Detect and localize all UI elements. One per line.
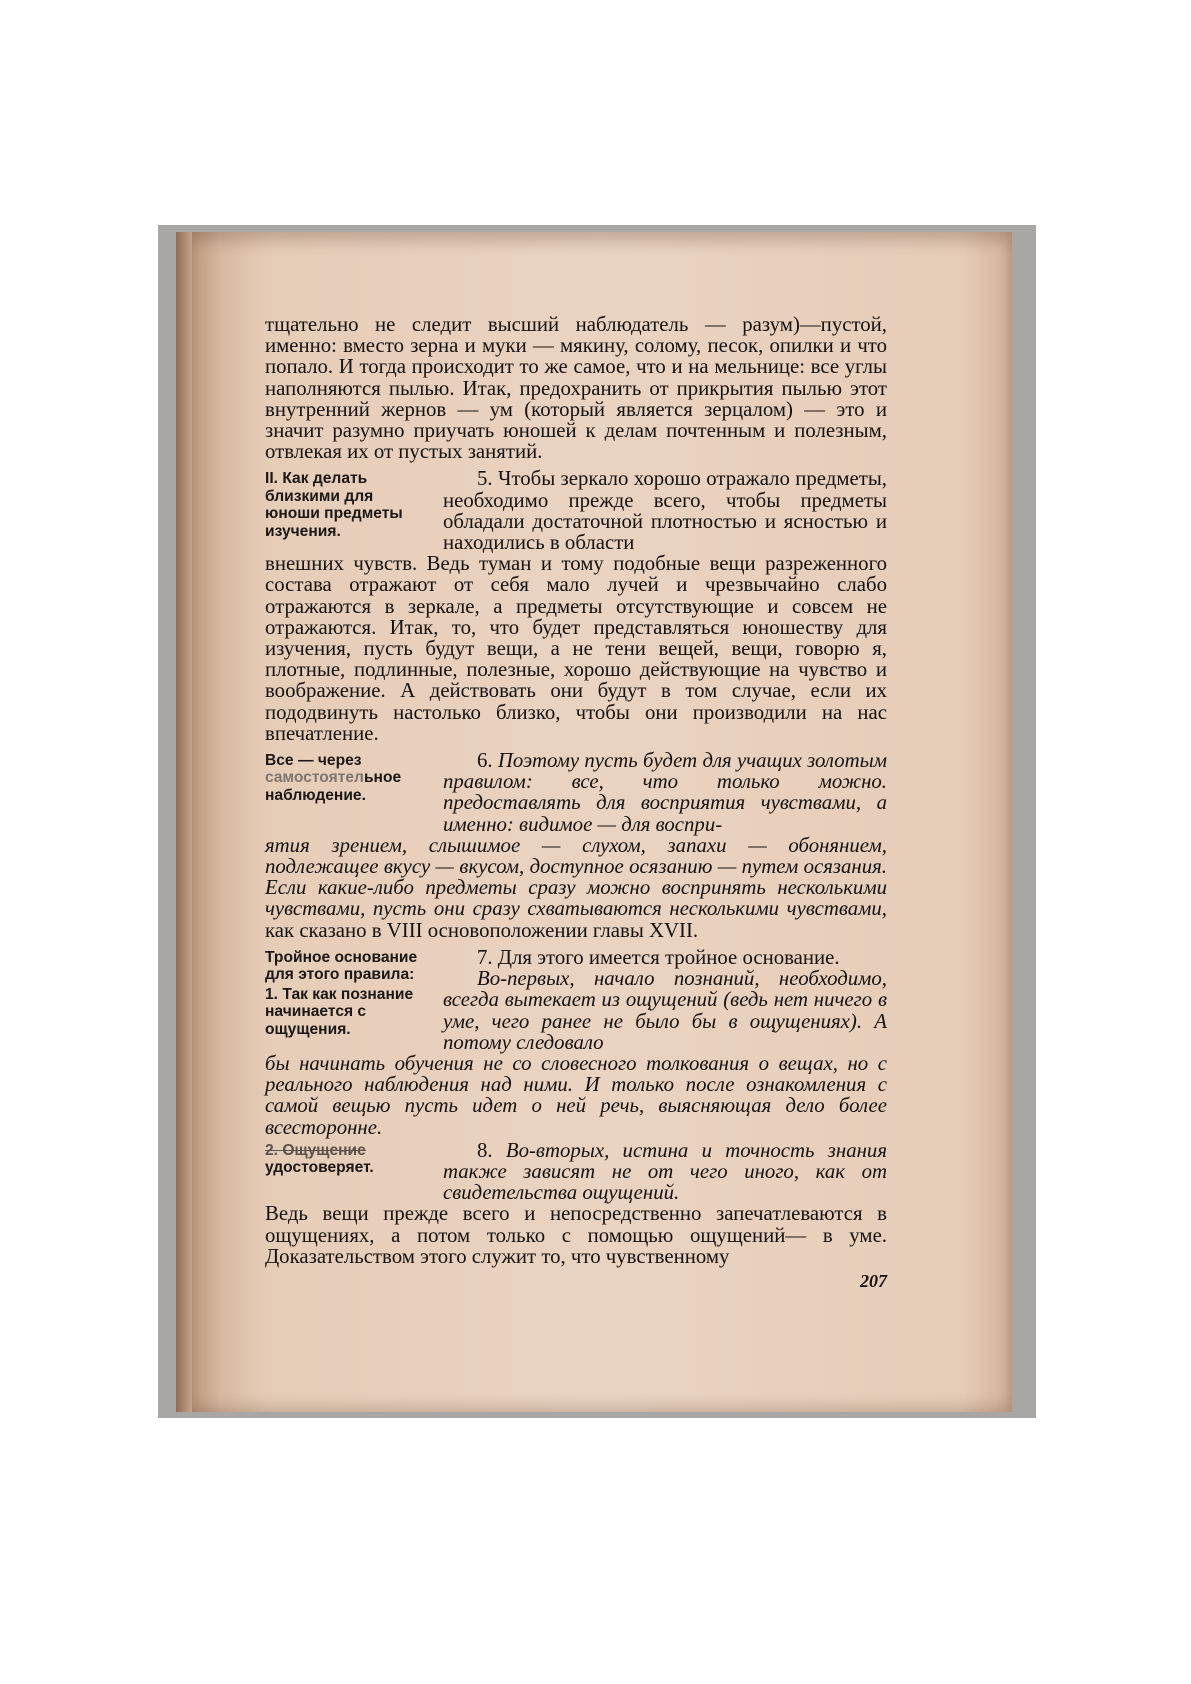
page-number: 207 — [860, 1270, 887, 1291]
section-7-italic: Во-первых, начало познаний, необходимо, всегда вытекает из ощущений (ведь нет ничего в уме, чего ранее не было бы в ощущениях). А потому следовало — [443, 967, 887, 1054]
section-7-lead: 7. Для этого имеется тройное основание. — [477, 945, 840, 969]
margin-note-8: 2. Ощущение удостоверяет. — [265, 1141, 374, 1177]
section-6 — [265, 750, 887, 835]
page-text — [265, 314, 887, 1292]
section-5 — [265, 468, 887, 553]
section-6-body: ятия зрением, слышимое — слухом, запахи — обонянием, подлежащее вкусу — вкусом, доступное осязанию — путем осязания. Если какие-либо предметы сразу можно воспринять несколькими чувствами, пусть они сразу схватываются несколькими чувствами, как сказано в VIII основоположении главы XVII. — [265, 833, 887, 942]
section-8-lead: 8. Во-вторых, истина и точность знания также зависят не от чего иного, как от свидетельства ощущений. — [443, 1138, 887, 1205]
margin-note-5: II. Как делать близкими для юноши предметы изучения. — [265, 470, 403, 540]
section-5-body: внешних чувств. Ведь туман и тому подобные вещи разреженного состава отражают от себя мало лучей и чрезвычайно слабо отражаются в зеркале, а предметы отсутствующие и совсем не отражаются. Итак, то, что будет представляться юношеству для изучения, пусть будут вещи, а не тени вещей, вещи, говорю я, плотные, подлинные, полезные, хорошо действующие на чувство и воображение. А действовать они будут в том случае, если их пододвинуть настолько близко, чтобы они производили на нас впечатление. — [265, 552, 887, 745]
paragraph-continuation: тщательно не следит высший наблюдатель — разум)—пустой, именно: вместо зерна и муки — мякину, солому, песок, опилки и что попало. И тогда происходит то же самое, что и на мельнице: все углы наполняются пылью. Итак, предохранить от прикрытия пылью этот внутренний жернов — ум (который является зерцалом) — это и значит разумно приучать юношей к делам почтенным и полезным, отвлекая их от пустых занятий. — [265, 313, 887, 464]
section-8-body: Ведь вещи прежде всего и непосредственно запечатлеваются в ощущениях, а потом только с помощью ощущений— в уме. Доказательством этого служит то, что чувственному — [265, 1202, 887, 1268]
book-page — [186, 232, 1012, 1412]
section-6-lead: 6. Поэтому пусть будет для учащих золотым правилом: все, что только можно. предоставлять для восприятия чувствами, а именно: видимое — для воспри- — [443, 749, 888, 836]
margin-note-7: Тройное основание для этого правила: 1. Так как познание начинается с ощущения. — [265, 948, 418, 1038]
section-7-body: бы начинать обучения не со словесного толкования о вещах, но с реального наблюдения над ними. И только после ознакомления с самой вещью пусть идет о ней речь, выясняющая дело более всесторонне. — [265, 1051, 887, 1139]
section-5-lead: 5. Чтобы зеркало хорошо отражало предметы, необходимо прежде всего, чтобы предметы обладали достаточной плотностью и ясностью и находились в области — [443, 467, 887, 555]
margin-note-6: Все — через самостоятельное наблюдение. — [265, 752, 402, 804]
section-7 — [265, 947, 887, 1053]
section-8 — [265, 1140, 887, 1204]
